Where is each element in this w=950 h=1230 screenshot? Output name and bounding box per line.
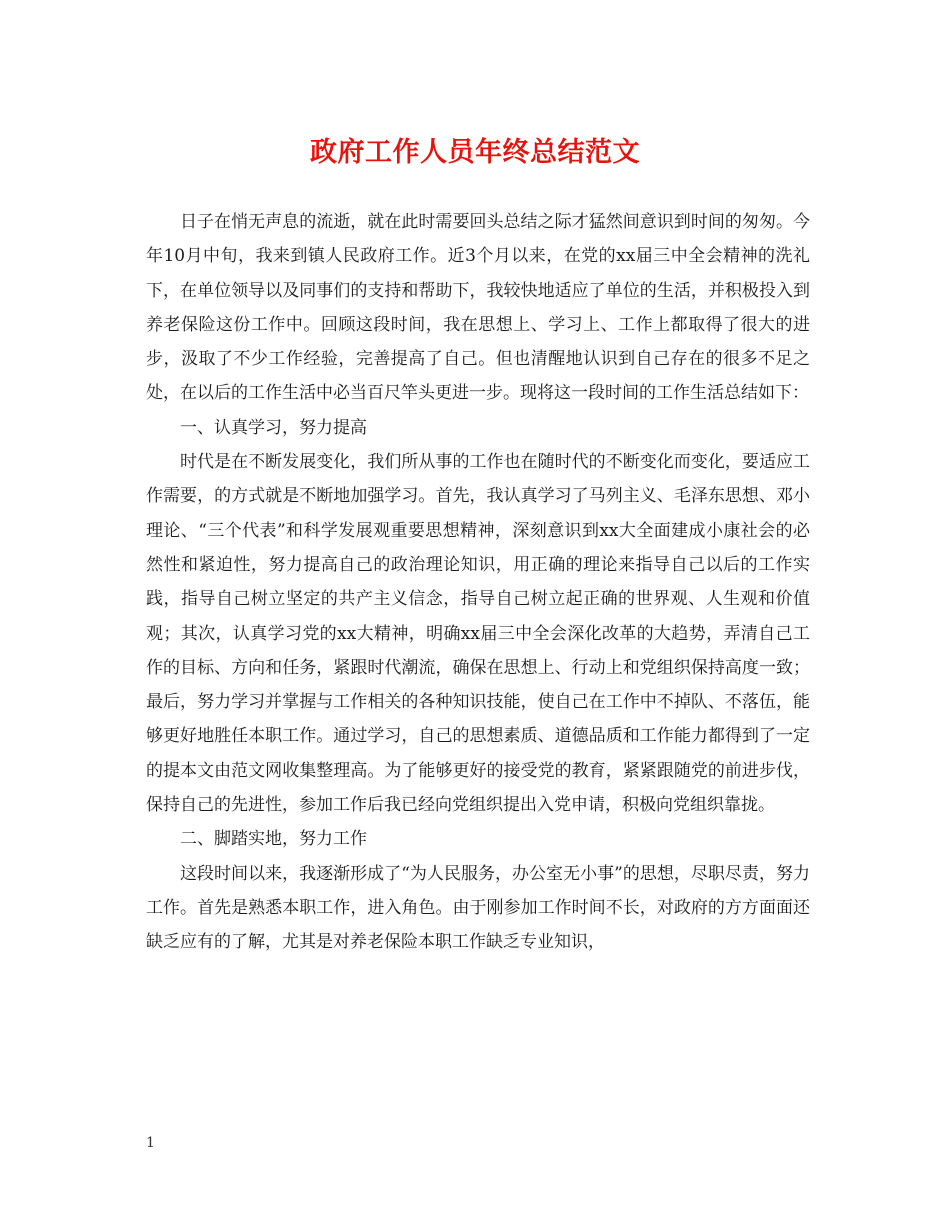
paragraph-study: 时代是在不断发展变化，我们所从事的工作也在随时代的不断变化而变化，要适应工作需要，的方式就是不断地加强学习。首先，我认真学习了马列主义、毛泽东思想、邓小理论、“三个代表”和科学发展观重要思想精神，深刻意识到xx大全面建成小康社会的必然性和紧迫性，努力提高自己的政治理论知识，用正确的理论来指导自己以后的工作实践，指导自己树立坚定的共产主义信念，指导自己树立起正确的世界观、人生观和价值观；其次，认真学习党的xx大精神，明确xx届三中全会深化改革的大趋势，弄清自己工作的目标、方向和任务，紧跟时代潮流，确保在思想上、行动上和党组织保持高度一致；最后，努力学习并掌握与工作相关的各种知识技能，使自己在工作中不掉队、不落伍，能够更好地胜任本职工作。通过学习，自己的思想素质、道德品质和工作能力都得到了一定的提本文由范文网收集整理高。为了能够更好的接受党的教育，紧紧跟随党的前进步伐，保持自己的先进性，参加工作后我已经向党组织提出入党申请，积极向党组织靠拢。 [146,452,810,816]
section-heading-1: 一、认真学习，努力提高 [180,417,367,438]
document-body [146,205,810,960]
document-title: 政府工作人员年终总结范文 [310,137,640,168]
paragraph-work: 这段时间以来，我逐渐形成了“为人民服务，办公室无小事”的思想，尽职尽责，努力工作。首先是熟悉本职工作，进入角色。由于刚参加工作时间不长，对政府的方方面面还缺乏应有的了解，尤其是对养老保险本职工作缺乏专业知识， [146,863,810,953]
paragraph-intro: 日子在悄无声息的流逝，就在此时需要回头总结之际才猛然间意识到时间的匆匆。今年10月中旬，我来到镇人民政府工作。近3个月以来，在党的xx届三中全会精神的洗礼下，在单位领导以及同事们的支持和帮助下，我较快地适应了单位的生活，并积极投入到养老保险这份工作中。回顾这段时间，我在思想上、学习上、工作上都取得了很大的进步，汲取了不少工作经验，完善提高了自己。但也清醒地认识到自己存在的很多不足之处，在以后的工作生活中必当百尺竿头更进一步。现将这一段时间的工作生活总结如下： [146,212,810,404]
section-heading-2: 二、脚踏实地，努力工作 [180,829,367,850]
page-number: 1 [146,1135,155,1151]
